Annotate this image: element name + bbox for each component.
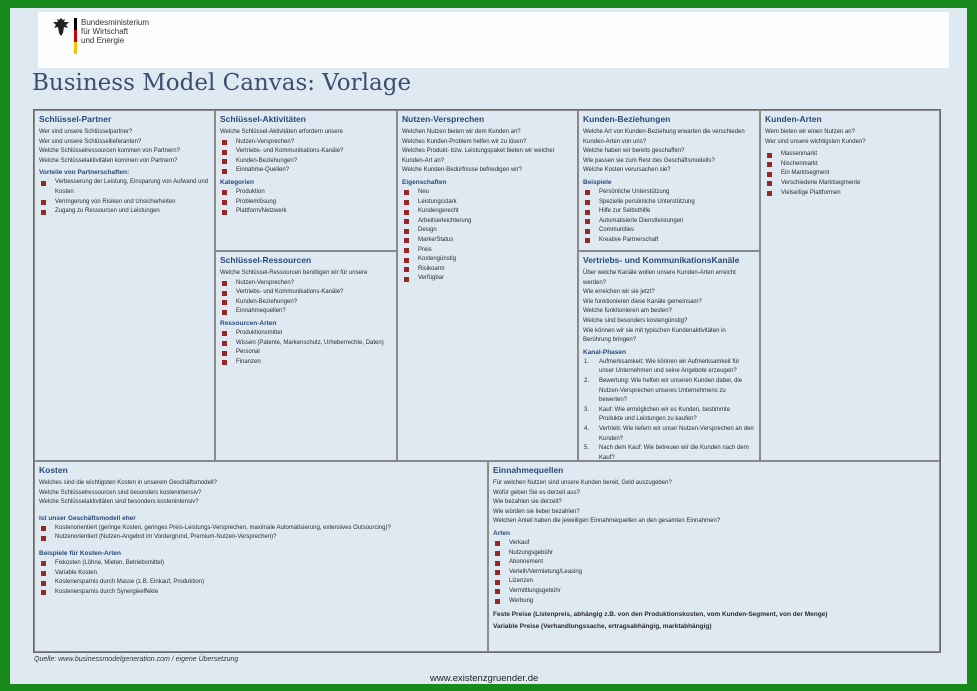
list-item (583, 377, 755, 406)
list-item: Einnahme-Quellen? (220, 166, 392, 176)
customer-segments-cell (760, 110, 940, 461)
fixed-prices-note: Feste Preise (Listenpreis, abhängig z.B. von den Produktionskosten, vom Kunden-Segment, von der Menge) (493, 611, 828, 619)
resource-types-list (220, 329, 392, 367)
canvas-grid (33, 109, 941, 653)
question: Wer sind unsere Schlüssellieferanten? (39, 138, 142, 145)
channels-heading: Vertriebs- und KommunikationsKanäle (583, 255, 740, 265)
channel-phases-heading: Kanal-Phasen (583, 348, 626, 356)
phase-number: 1. (584, 358, 590, 365)
question: Wofür geben Sie es derzeit aus? (493, 489, 580, 496)
revenue-types-heading: Arten (493, 529, 510, 537)
list-item: Nutzungsgebühr (493, 549, 935, 559)
list-item: Kunden-Beziehungen? (220, 298, 392, 308)
revenue-streams-cell (488, 461, 940, 652)
list-item: Marke/Status (402, 236, 573, 246)
list-item: Kostengünstig (402, 255, 573, 265)
list-item: Plattform/Netzwerk (220, 207, 392, 217)
value-proposition-cell (397, 110, 578, 461)
question: Wer sind unsere Schlüsselpartner? (39, 129, 133, 135)
list-item (583, 406, 755, 425)
cost-structure-heading: Kosten (39, 465, 68, 475)
list-item: Kostenersparnis durch Synergieeffekte (39, 588, 483, 598)
list-item: Einnahmequellen? (220, 307, 392, 317)
question: Wem bieten wir einen Nutzen an? (765, 129, 855, 135)
list-item: Abonnement (493, 558, 935, 568)
phase-text: Kauf: Wie ermöglichen wir es Kunden, bestimmte Produkte und Leistungen zu kaufen? (599, 406, 731, 423)
question: Wie funktionieren diese Kanäle gemeinsam? (583, 298, 702, 305)
list-item: Verkauf (493, 539, 935, 549)
website-url: www.existenzgruender.de (430, 673, 539, 684)
activities-categories-list (220, 188, 392, 217)
list-item: Produktion (220, 188, 392, 198)
list-item: Massenmarkt (765, 150, 935, 160)
question: Welche Art von Kunden-Beziehung erwarten die verschieden Kunden-Arten von uns? (583, 129, 745, 145)
list-item: Nutzenorientiert (Nutzen-Angebot im Vordergrund, Premium-Nutzen-Versprechen)? (39, 533, 483, 543)
list-item: Vielseitige Plattformen (765, 189, 935, 199)
list-item: Vertriebs- und Kommunikations-Kanäle? (220, 288, 392, 298)
list-item: Variable Kosten (39, 569, 483, 579)
value-properties-heading: Eigenschaften (402, 178, 447, 186)
list-item: Leistungsstark (402, 198, 573, 208)
question: Welche funktionieren am besten? (583, 308, 672, 315)
list-item: Ein Marktsegment (765, 169, 935, 179)
question: Über welche Kanäle wollen unsere Kunden-Arten erreicht werden? (583, 270, 736, 286)
question: Welche Schlüsselressourcen kommen von Partnern? (39, 148, 180, 155)
list-item: Vermittlungsgebühr (493, 587, 935, 597)
list-item: Kostenorientiert (geringe Kosten, geringes Preis-Leistungs-Versprechen, maximale Automatisierung, extensives Outsourcing)? (39, 524, 483, 534)
partner-benefits-list (39, 178, 210, 216)
list-item (583, 425, 755, 444)
question: Wie passen sie zum Rest des Geschäftsmodells? (583, 157, 715, 164)
source-note: Quelle: www.businessmodelgeneration.com / eigene Übersetzung (34, 656, 239, 663)
list-item: Vertriebs- und Kommunikations-Kanäle? (220, 147, 392, 157)
activities-list (220, 138, 392, 176)
resources-list (220, 279, 392, 317)
list-item: Finanzen (220, 358, 392, 368)
phase-number: 3. (584, 406, 590, 413)
header-banner (38, 12, 949, 68)
question: Wer sind unsere wichtigsten Kunden? (765, 138, 866, 145)
list-item: Verfügbar (402, 274, 573, 284)
list-item: Communities (583, 226, 755, 236)
question: Welche sind besonders kostengünstig? (583, 317, 688, 324)
value-proposition-heading: Nutzen-Versprechen (402, 114, 485, 124)
phase-number: 5. (584, 445, 590, 452)
variable-prices-note: Variable Preise (Verhandlungssache, ertragsabhängig, marktabhängig) (493, 623, 712, 631)
revenue-types-list (493, 539, 935, 606)
phase-number: 4. (584, 425, 590, 432)
customer-segments-heading: Kunden-Arten (765, 114, 822, 124)
key-resources-cell (215, 251, 397, 461)
question: Wie erreichen wir sie jetzt? (583, 289, 655, 296)
list-item: Nischenmarkt (765, 160, 935, 170)
channel-phases-list (583, 358, 755, 461)
list-item: Hilfe zur Selbsthilfe (583, 207, 755, 217)
list-item: Personal (220, 348, 392, 358)
relations-examples-list (583, 188, 755, 246)
list-item: Werbung (493, 597, 935, 607)
cost-types-list (39, 559, 483, 597)
cost-structure-cell (34, 461, 488, 652)
customer-relations-heading: Kunden-Beziehungen (583, 114, 671, 124)
partner-benefits-heading: Vorteile von Partnerschaften: (39, 169, 130, 177)
question: Welche Schlüsselressourcen sind besonders kostenintensiv? (39, 489, 202, 496)
list-item: Fixkosten (Löhne, Mieten, Betriebsmittel) (39, 559, 483, 569)
question: Welches Kunden-Problem helfen wir zu lösen? (402, 138, 527, 145)
list-item: Lizenzen (493, 577, 935, 587)
list-item: Persönliche Unterstützung (583, 188, 755, 198)
business-model-type-list (39, 524, 483, 543)
question: Wie würden sie lieber bezahlen? (493, 508, 580, 515)
question: Für welchen Nutzen sind unsere Kunden bereit, Geld auszugeben? (493, 480, 672, 486)
list-item: Verschiedene Marktsegmente (765, 179, 935, 189)
key-activities-cell (215, 110, 397, 251)
question: Welches Produkt- bzw. Leistungspaket bieten wir welcher Kunden-Art an? (402, 148, 555, 164)
ministry-line: für Wirtschaft (81, 27, 129, 36)
relations-examples-heading: Beispiele (583, 178, 612, 186)
list-item: Kunden-Beziehungen? (220, 157, 392, 167)
phase-text: Aufmerksamkeit: Wie können wir Aufmerksamkeit für unser Unternehmen und seine Angebote erzeugen? (599, 358, 740, 375)
phase-number: 2. (584, 377, 590, 384)
value-properties-list (402, 188, 573, 284)
list-item: Zugang zu Ressourcen und Leistungen (39, 207, 210, 217)
phase-text: Bewertung: Wie helfen wir unseren Kunden dabei, die Nutzen-Versprechen unseres Unternehmens zu bewerten? (599, 377, 743, 404)
list-item: Neu (402, 188, 573, 198)
list-item: Kostenersparnis durch Masse (z.B. Einkauf, Produktion) (39, 578, 483, 588)
question: Welche Schlüsselaktivitäten kommen von Partnern? (39, 157, 178, 164)
customer-relations-cell (578, 110, 760, 251)
federal-eagle-icon (50, 16, 72, 38)
list-item: Kundengerecht (402, 207, 573, 217)
list-item: Nutzen-Versprechen? (220, 138, 392, 148)
list-item: Problemlösung (220, 198, 392, 208)
list-item: Produktionsmittel (220, 329, 392, 339)
german-flag-bar (74, 18, 77, 54)
revenue-streams-heading: Einnahmequellen (493, 465, 564, 475)
question: Welche Schlüssel-Aktivitäten erfordern unsere (220, 129, 343, 135)
cost-types-heading: Beispiele für Kosten-Arten (39, 549, 121, 557)
ministry-name (81, 18, 149, 45)
key-activities-heading: Schlüssel-Aktivitäten (220, 114, 306, 124)
page-title: Business Model Canvas: Vorlage (32, 70, 412, 96)
activities-categories-heading: Kategorien (220, 178, 254, 186)
question: Welchen Nutzen bieten wir dem Kunden an? (402, 129, 521, 135)
key-partners-cell (34, 110, 215, 461)
business-model-type-heading: Ist unser Geschäftsmodell eher (39, 514, 136, 522)
list-item: Nutzen-Versprechen? (220, 279, 392, 289)
list-item: Spezielle persönliche Unterstützung (583, 198, 755, 208)
ministry-line: und Energie (81, 36, 125, 45)
list-item (583, 444, 755, 461)
phase-text: Vertrieb: Wie liefern wir unser Nutzen-Versprechen an den Kunden? (599, 425, 754, 442)
segments-list (765, 150, 935, 198)
list-item: Risikoarm (402, 265, 573, 275)
question: Welche Schlüssel-Ressourcen benötigen wir für unsere (220, 270, 368, 276)
list-item: Verleih/Vermietung/Leasing (493, 568, 935, 578)
question: Welchen Anteil haben die jeweiligen Einnahmequellen an den gesamten Einnahmen? (493, 518, 721, 525)
question: Welche Schlüsselaktivitäten sind besonders kostenintensiv? (39, 499, 199, 506)
question: Welches sind die wichtigsten Kosten in unserem Geschäftsmodell? (39, 480, 217, 486)
question: Welche Kunden-Bedürfnisse befriedigen wir? (402, 167, 522, 174)
question: Welche haben wir bereits geschaffen? (583, 148, 685, 155)
list-item: Verbesserung der Leistung, Einsparung von Aufwand und Kosten (39, 178, 210, 197)
list-item: Preis (402, 246, 573, 256)
phase-text: Nach dem Kauf: Wie betreuen wir die Kunden nach dem Kauf? (599, 445, 749, 461)
question: Wie können wir sie mit typischen Kundenaktivitäten in Berührung bringen? (583, 327, 726, 344)
list-item: Design (402, 226, 573, 236)
list-item: Automatisierte Dienstleistungen (583, 217, 755, 227)
list-item (583, 358, 755, 377)
list-item: Verringerung von Risiken und Unsicherheiten (39, 198, 210, 208)
key-resources-heading: Schlüssel-Ressourcen (220, 255, 312, 265)
ministry-line: Bundesministerium (81, 18, 150, 27)
resource-types-heading: Ressourcen-Arten (220, 319, 277, 327)
question: Welche Kosten verursachen sie? (583, 167, 671, 174)
list-item: Kreative Partnerschaft (583, 236, 755, 246)
list-item: Wissen (Patente, Markenschutz, Urheberrechte, Daten) (220, 339, 392, 349)
question: Wie bezahlen sie derzeit? (493, 499, 562, 506)
list-item: Arbeitserleichterung (402, 217, 573, 227)
channels-cell (578, 251, 760, 461)
key-partners-heading: Schlüssel-Partner (39, 114, 112, 124)
